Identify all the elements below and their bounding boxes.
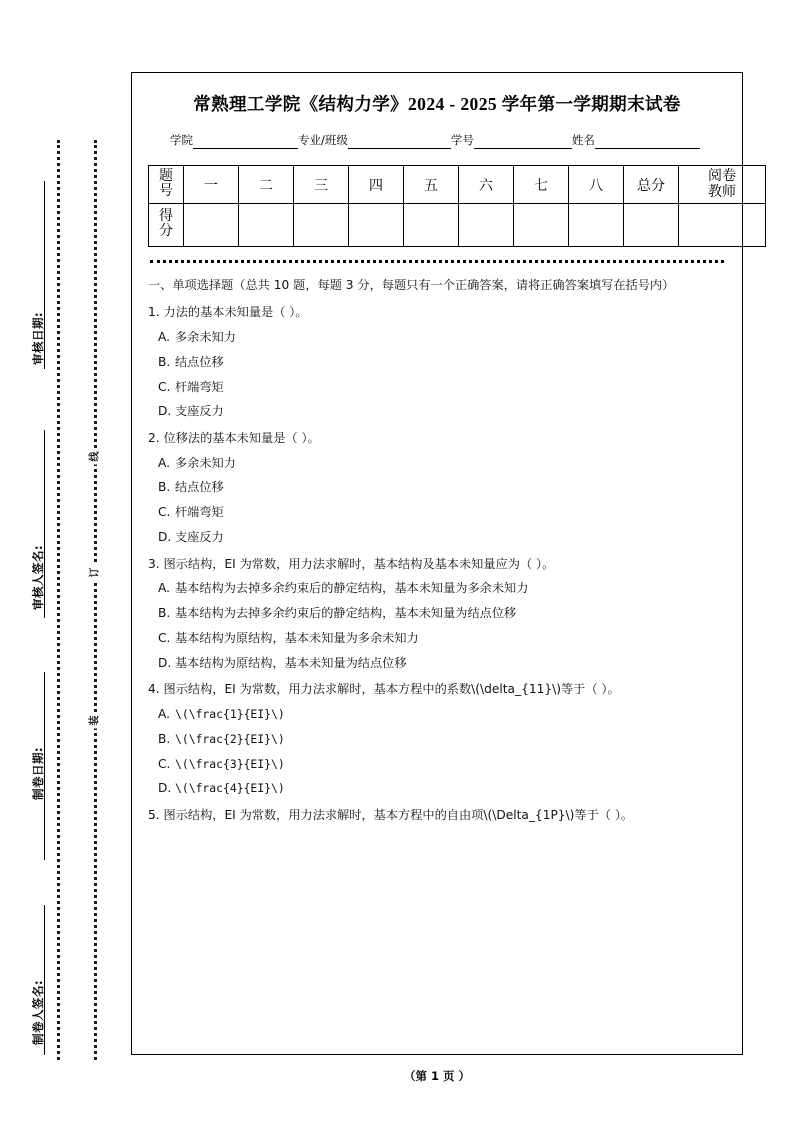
score-cell-1[interactable] [184, 204, 239, 247]
score-cell-7[interactable] [514, 204, 569, 247]
option-letter: B. [158, 731, 171, 746]
field-major-class [298, 132, 451, 149]
option-text: 多余未知力 [175, 330, 236, 345]
option-letter: B. [158, 480, 171, 495]
option-text: 支座反力 [175, 404, 224, 419]
question-2-option-c[interactable] [158, 502, 726, 523]
field-student-id-input[interactable] [474, 135, 572, 149]
seal-char-xian: 线 [85, 449, 102, 465]
question-stem-5: 5. 图示结构，EI 为常数，用力法求解时，基本方程中的自由项\(\Delta_{1P}\)等于（ ）。 [148, 808, 634, 823]
question-3-option-a[interactable] [158, 578, 726, 599]
option-letter: C. [158, 505, 171, 520]
col-header-3: 三 [294, 166, 349, 204]
option-letter: D. [158, 655, 172, 670]
margin-label-compose-date: 制卷日期: [31, 746, 45, 800]
option-text: 基本结构为去掉多余约束后的静定结构，基本未知量为结点位移 [175, 606, 517, 621]
score-cell-2[interactable] [239, 204, 294, 247]
option-text: 基本结构为去掉多余约束后的静定结构，基本未知量为多余未知力 [175, 581, 529, 596]
row-header-score [149, 204, 184, 247]
question-stem-1: 1. 力法的基本未知量是（ ）。 [148, 305, 308, 320]
question-2-option-d[interactable] [158, 527, 726, 548]
option-text: \(\frac{4}{EI}\) [175, 781, 285, 796]
row-header-score-line1: 得 [159, 209, 173, 225]
col-header-marker-line1: 阅卷 [708, 169, 736, 185]
option-text: 基本结构为原结构，基本未知量为结点位移 [175, 655, 407, 670]
option-letter: A. [158, 455, 170, 470]
option-text: 基本结构为原结构，基本未知量为多余未知力 [175, 630, 419, 645]
option-text: 支座反力 [175, 529, 224, 544]
score-cell-4[interactable] [349, 204, 404, 247]
col-header-total: 总分 [624, 166, 679, 204]
question-1-option-c[interactable] [158, 377, 726, 398]
option-text: \(\frac{3}{EI}\) [175, 756, 285, 771]
field-student-id [451, 132, 572, 149]
option-letter: A. [158, 330, 170, 345]
score-cell-total[interactable] [624, 204, 679, 247]
margin-label-composer-signature: 制卷人签名: [31, 979, 45, 1045]
left-binding-margin [0, 0, 131, 1122]
question-3-option-c[interactable] [158, 628, 726, 649]
row-header-score-line2: 分 [159, 224, 173, 239]
option-text: 杆端弯矩 [175, 379, 224, 394]
field-name [572, 132, 700, 149]
field-student-id-label: 学号 [450, 133, 474, 147]
score-cell-5[interactable] [404, 204, 459, 247]
col-header-7: 七 [514, 166, 569, 204]
option-letter: C. [158, 756, 171, 771]
col-header-5: 五 [404, 166, 459, 204]
option-text: 结点位移 [175, 354, 224, 369]
field-major-class-input[interactable] [348, 135, 451, 149]
col-header-4: 四 [349, 166, 404, 204]
score-cell-marker[interactable] [679, 204, 766, 247]
col-header-marker [679, 166, 766, 204]
option-letter: D. [158, 781, 172, 796]
question-stem-4: 4. 图示结构，EI 为常数，用力法求解时，基本方程中的系数\(\delta_{11}\)等于（ ）。 [148, 682, 620, 697]
question-4-option-d[interactable] [158, 778, 726, 799]
row-header-question-no [149, 166, 184, 204]
col-header-6: 六 [459, 166, 514, 204]
score-table [148, 165, 766, 247]
margin-label-review-date: 审核日期: [31, 311, 45, 365]
table-row-scores [149, 204, 766, 247]
student-info-row [170, 132, 726, 149]
field-name-input[interactable] [595, 135, 700, 149]
score-cell-8[interactable] [569, 204, 624, 247]
question-stem-3: 3. 图示结构，EI 为常数，用力法求解时，基本结构及基本未知量应为（ ）。 [148, 556, 555, 571]
question-4-option-a[interactable] [158, 704, 726, 725]
question-4-option-c[interactable] [158, 754, 726, 775]
exam-paper-frame [131, 72, 743, 1055]
option-letter: A. [158, 707, 170, 722]
row-header-question-no-line2: 号 [159, 183, 173, 199]
option-text: \(\frac{2}{EI}\) [175, 731, 285, 746]
question-2-option-b[interactable] [158, 477, 726, 498]
field-college-label: 学院 [170, 133, 193, 147]
score-cell-6[interactable] [459, 204, 514, 247]
question-1-option-d[interactable] [158, 401, 726, 422]
col-header-2: 二 [239, 166, 294, 204]
col-header-1: 一 [184, 166, 239, 204]
section-divider [150, 260, 724, 263]
option-text: 杆端弯矩 [175, 505, 224, 520]
section-heading-1: 一、单项选择题（总共 10 题，每题 3 分，每题只有一个正确答案，请将正确答案填写在括号内） [148, 278, 675, 292]
margin-label-reviewer-signature: 审核人签名: [31, 544, 45, 610]
option-letter: D. [158, 404, 172, 419]
question-body [148, 275, 726, 826]
field-college [170, 132, 298, 149]
row-header-question-no-line1: 题 [159, 168, 173, 184]
page-title: 常熟理工学院《结构力学》2024 - 2025 学年第一学期期末试卷 [193, 94, 681, 114]
table-row-question-numbers [149, 166, 766, 204]
seal-char-ding: 订 [85, 565, 102, 581]
col-header-8: 八 [569, 166, 624, 204]
option-letter: C. [158, 379, 171, 394]
page-footer: （第 1 页 ） [403, 1069, 470, 1083]
option-letter: B. [158, 354, 171, 369]
question-3-option-d[interactable] [158, 653, 726, 674]
option-letter: B. [158, 606, 171, 621]
option-letter: C. [158, 630, 171, 645]
field-major-class-label: 专业/班级 [298, 133, 348, 147]
margin-dotted-line-outer [94, 140, 97, 1060]
col-header-marker-line2: 教师 [708, 184, 736, 200]
seal-char-zhuang: 装 [85, 713, 102, 729]
option-text: 结点位移 [175, 480, 224, 495]
field-college-input[interactable] [193, 135, 298, 149]
option-text: 多余未知力 [175, 455, 236, 470]
question-2-option-a[interactable] [158, 453, 726, 474]
margin-dotted-line-inner [57, 140, 60, 1060]
question-3-option-b[interactable] [158, 603, 726, 624]
question-4-option-b[interactable] [158, 729, 726, 750]
option-letter: D. [158, 529, 172, 544]
question-1-option-a[interactable] [158, 327, 726, 348]
field-name-label: 姓名 [571, 133, 595, 147]
option-text: \(\frac{1}{EI}\) [175, 707, 285, 722]
question-stem-2: 2. 位移法的基本未知量是（ ）。 [148, 431, 320, 446]
option-letter: A. [158, 581, 170, 596]
score-cell-3[interactable] [294, 204, 349, 247]
question-1-option-b[interactable] [158, 352, 726, 373]
